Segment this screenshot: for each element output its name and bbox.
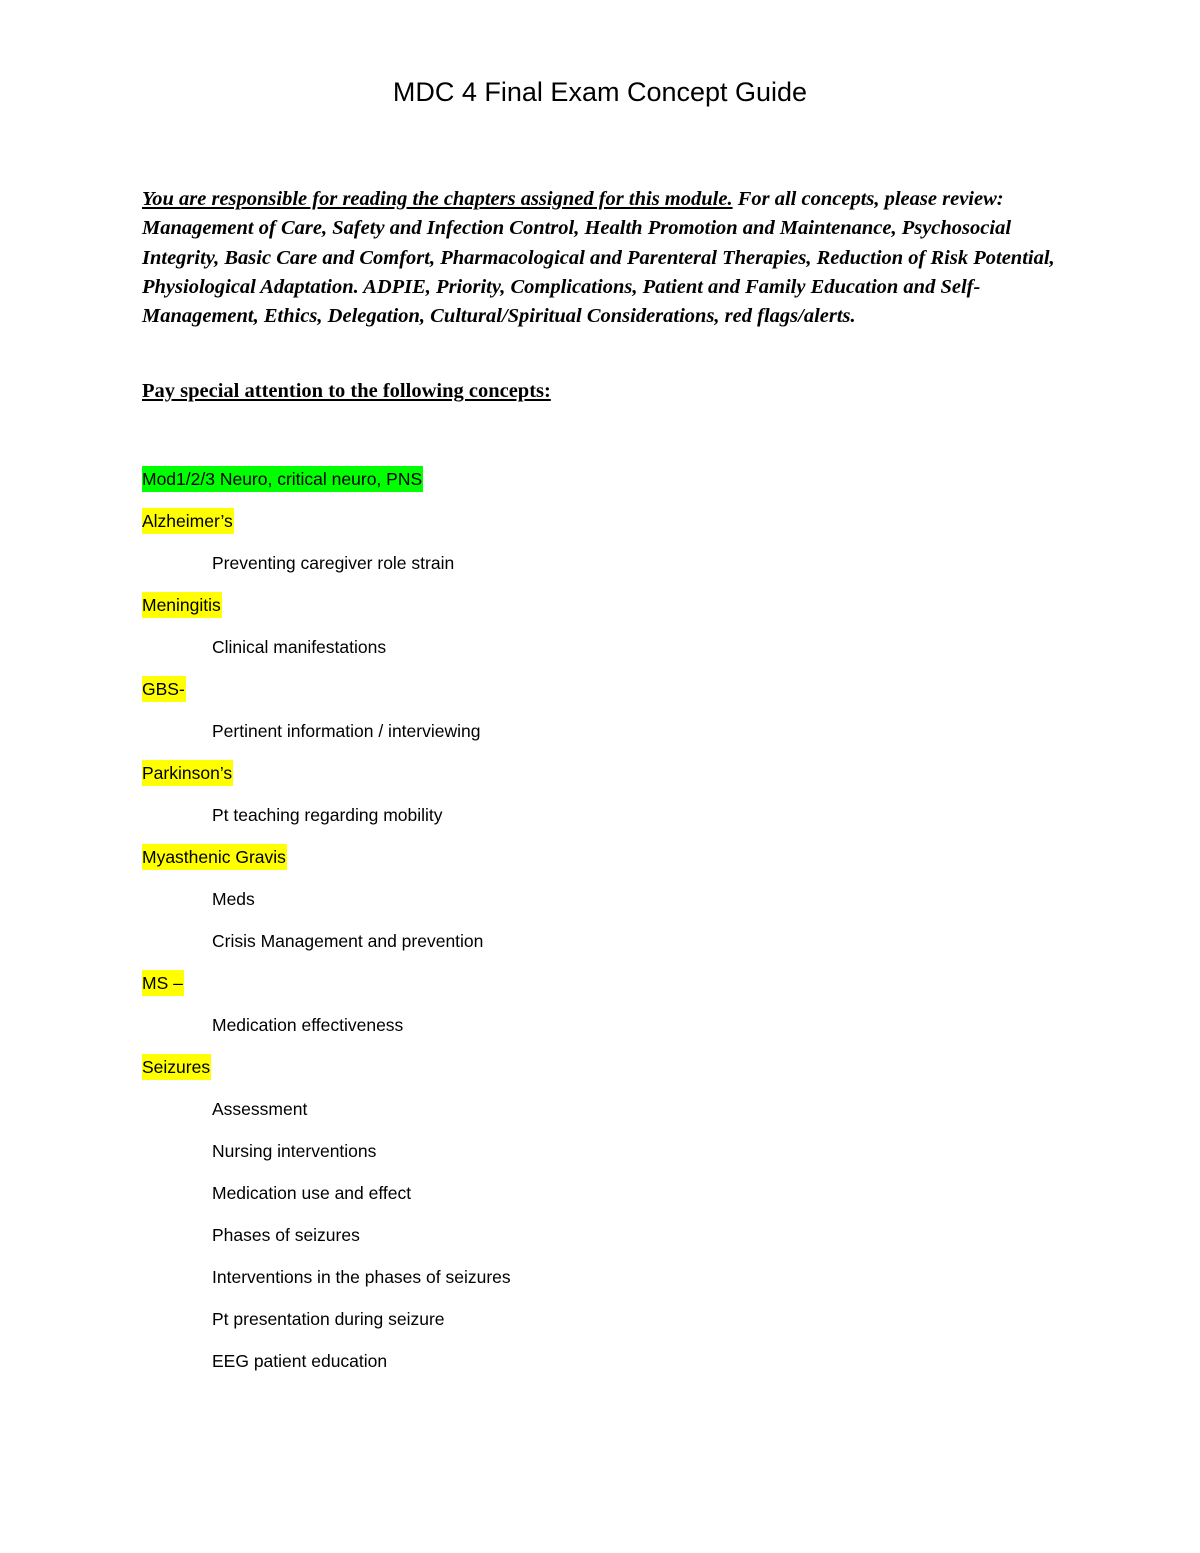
subtopic-item: Medication use and effect (212, 1183, 412, 1203)
topic-heading: Myasthenic Gravis (142, 844, 287, 870)
topic-row (142, 590, 222, 620)
subtopic-item: Preventing caregiver role strain (212, 553, 455, 573)
topic-heading: GBS- (142, 676, 186, 702)
topic-heading: Meningitis (142, 592, 222, 618)
topic-row (142, 842, 287, 872)
topic-row (142, 968, 184, 998)
intro-underlined-sentence: You are responsible for reading the chapters assigned for this module. (142, 188, 733, 210)
topic-row (142, 758, 233, 788)
subtopic-item: Nursing interventions (212, 1141, 377, 1161)
subtopic-item: Pt presentation during seizure (212, 1309, 445, 1329)
subtopic-item: Pertinent information / interviewing (212, 721, 481, 741)
topic-heading: Seizures (142, 1054, 211, 1080)
topic-heading: Parkinson’s (142, 760, 233, 786)
subtopic-item: Crisis Management and prevention (212, 931, 484, 951)
subtopic-item: Phases of seizures (212, 1225, 360, 1245)
subtopic-item: EEG patient education (212, 1351, 388, 1371)
section-subheading: Pay special attention to the following concepts: (142, 380, 551, 402)
subtopic-item: Clinical manifestations (212, 637, 387, 657)
subtopic-item: Meds (212, 889, 255, 909)
intro-review-list: For all concepts, please review: Management of Care, Safety and Infection Control, Health Promotion and Maintenance, Psychosocial Integrity, Basic Care and Comfort, Pharmacological and Parenteral Therapies, Reduction of Risk Potential, Physiological Adaptation. ADPIE, Priority, Complications, Patient and Family Education and Self-Management, Ethics, Delegation, Cultural/Spiritual Considerations, red flags/alerts. (142, 188, 1055, 328)
module-heading-row (142, 464, 423, 494)
module-heading: Mod1/2/3 Neuro, critical neuro, PNS (142, 466, 423, 492)
subtopic-item: Pt teaching regarding mobility (212, 805, 443, 825)
topic-row (142, 1052, 211, 1082)
topic-heading: Alzheimer’s (142, 508, 234, 534)
topic-row (142, 674, 186, 704)
subtopic-item: Medication effectiveness (212, 1015, 404, 1035)
document-title: MDC 4 Final Exam Concept Guide (392, 77, 808, 107)
topic-heading: MS – (142, 970, 184, 996)
subtopic-item: Interventions in the phases of seizures (212, 1267, 511, 1287)
topic-row (142, 506, 234, 536)
subtopic-item: Assessment (212, 1099, 308, 1119)
intro-paragraph (142, 185, 1062, 331)
